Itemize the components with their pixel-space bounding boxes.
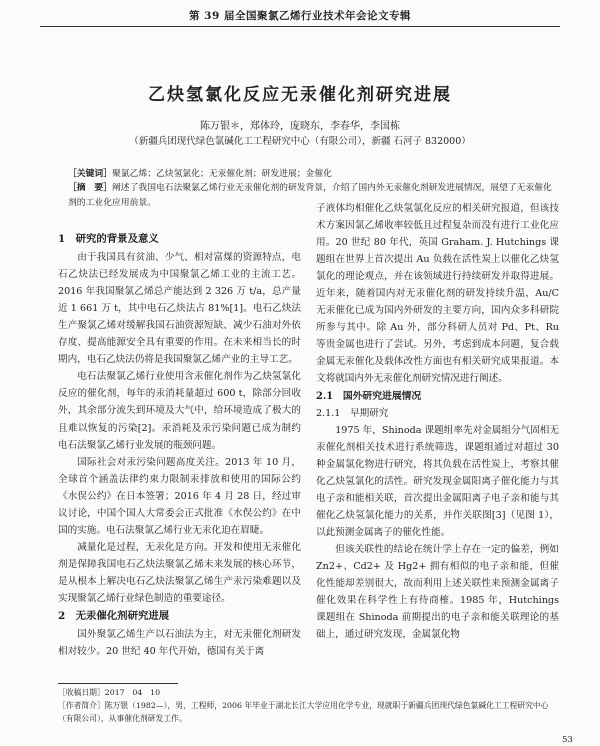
affiliation: （新疆兵团现代绿色氯碱化工工程研究中心（有限公司），新疆 石河子 832000） (129, 136, 471, 147)
section-2-heading: 2 无汞催化剂研究进展 (58, 610, 170, 623)
keywords-label: ［关键词］ (68, 169, 112, 179)
received-date: ［收稿日期］2017 04 10 (58, 688, 161, 697)
abstract-label: ［摘 要］ (68, 183, 112, 193)
authors: 陈万银＊，郑体玲，庞晓东，李春华，李国栋 (200, 121, 400, 132)
paper-title: 乙炔氢氯化反应无汞催化剂研究进展 (148, 85, 452, 105)
section-1-heading: 1 研究的背景及意义 (58, 233, 159, 245)
section-2-1-heading: 2.1 国外研究进展情况 (316, 390, 422, 402)
keywords (68, 166, 558, 179)
paragraph: 国外聚氯乙烯生产以石油法为主，对无汞催化剂研发相对较少。20 世纪 40 年代开始，德国有关于离 (58, 629, 301, 658)
paragraph: 由于我国具有贫油、少气、相对富煤的资源特点，电石乙炔法已经发展成为中国聚氯乙烯工业的主流工艺。2016 年我国聚氯乙烯总产能达到 2 326 万 t/a，总产量近 1 661 万 t，其中电石乙炔法占 81%[1]。电石乙炔法生产聚氯乙烯对缓解我国石油资源短缺、减少石油对外依存度、提高能源安全具有重要的作用。在未来相当长的时期内，电石乙炔法仍将是我国聚氯乙烯产业的主导工艺。 (58, 252, 301, 366)
keywords-text: 聚氯乙烯；乙炔氢氯化；无汞催化剂；研发进展；金催化 (112, 169, 332, 179)
author-bio: ［作者简介］陈万银（1982—），男，工程师，2006 年毕业于湖北长江大学应用化学专业，现就职于新疆兵团现代绿色氯碱化工工程研究中心（有限公司），从事催化剂研发工作。 (58, 701, 549, 723)
paragraph: 但该关联性的结论在统计学上存在一定的偏差，例如 Zn2+、Cd2+ 及 Hg2+ 拥有相似的电子亲和能，但催化性能却差别很大，故而利用上述关联性来预测金属离子催化效果在科学性上有待商榷。1985 年，Hutchings 课题组在 Shinoda 前期提出的电子亲和能关联理论的基础上，通过研究发现，金属氯化物 (316, 543, 559, 641)
footnote (58, 686, 558, 725)
page-number: 53 (562, 735, 573, 745)
paragraph: 子液体均相催化乙炔氢氯化反应的相关研究报道，但该技术方案因氯乙烯收率较低且过程复杂而没有进行工业化应用。20 世纪 80 年代，英国 Graham. J. Hutchings 课题组在世界上首次提出 Au 负载在活性炭上以催化乙炔氢氯化的理论观点，并在该领域进行持续研发并取得进展。近年来，随着国内对无汞催化剂的研发持续升温，Au/C 无汞催化已成为国内外研发的主要方向，国内众多科研院所参与其中。除 Au 外，部分科研人员对 Pd、Pt、Ru 等贵金属也进行了尝试。另外，考虑到成本问题，复合载金属无汞催化及载体改性方面也有相关研究成果报道。本文将就国内外无汞催化剂研究情况进行阐述。 (316, 203, 559, 385)
section-2-1-1-heading: 2.1.1 早期研究 (316, 407, 389, 419)
left-column (58, 230, 301, 660)
header-rule (40, 26, 560, 27)
footnote-rule (58, 683, 178, 684)
paragraph: 电石法聚氯乙烯行业使用含汞催化剂作为乙炔氢氯化反应的催化剂，每年的汞消耗量超过 600 t，除部分回收外，其余部分流失到环境及大气中，给环境造成了极大的且难以恢复的污染[2]。汞消耗及汞污染问题已成为制约电石法聚氯乙烯行业发展的瓶颈问题。 (58, 371, 301, 451)
abstract-text: 阐述了我国电石法聚氯乙烯行业无汞催化剂的研发背景，介绍了国内外无汞催化剂研发进展情况，展望了无汞催化剂的工业化应用前景。 (68, 183, 552, 208)
paragraph: 1975 年，Shinoda 课题组率先对金属组分气固相无汞催化剂相关技术进行系统筛选，课题组通过对超过 30 种金属氯化物进行研究，将其负载在活性炭上，考察其催化乙炔氢氯化的活性。研究发现金属阳离子催化能力与其电子亲和能相关联，首次提出金属阳离子电子亲和能与其催化乙炔氢氯化能力的关系，并作关联图[3]（见图 1），以此预测金属离子的催化性能。 (316, 424, 559, 538)
running-header: 第 39 届全国聚氯乙烯行业技术年会论文专辑 (189, 10, 411, 22)
paragraph: 减量化是过程，无汞化是方向。开发和使用无汞催化剂是保障我国电石乙炔法聚氯乙烯未来发展的核心环节，是从根本上解决电石乙炔法聚氯乙烯生产汞污染难题以及实现聚氯乙烯行业绿色制造的重要途径。 (58, 541, 301, 604)
right-column (316, 200, 559, 643)
paragraph: 国际社会对汞污染问题高度关注。2013 年 10 月，全球首个涵盖法律约束力限制汞排放和使用的国际公约《水俣公约》在日本签署；2016 年 4 月 28 日，经过审议讨论，中国个国人大常委会正式批准《水俣公约》在中国的实施。电石法聚氯乙烯行业无汞化迫在眉睫。 (58, 456, 301, 536)
